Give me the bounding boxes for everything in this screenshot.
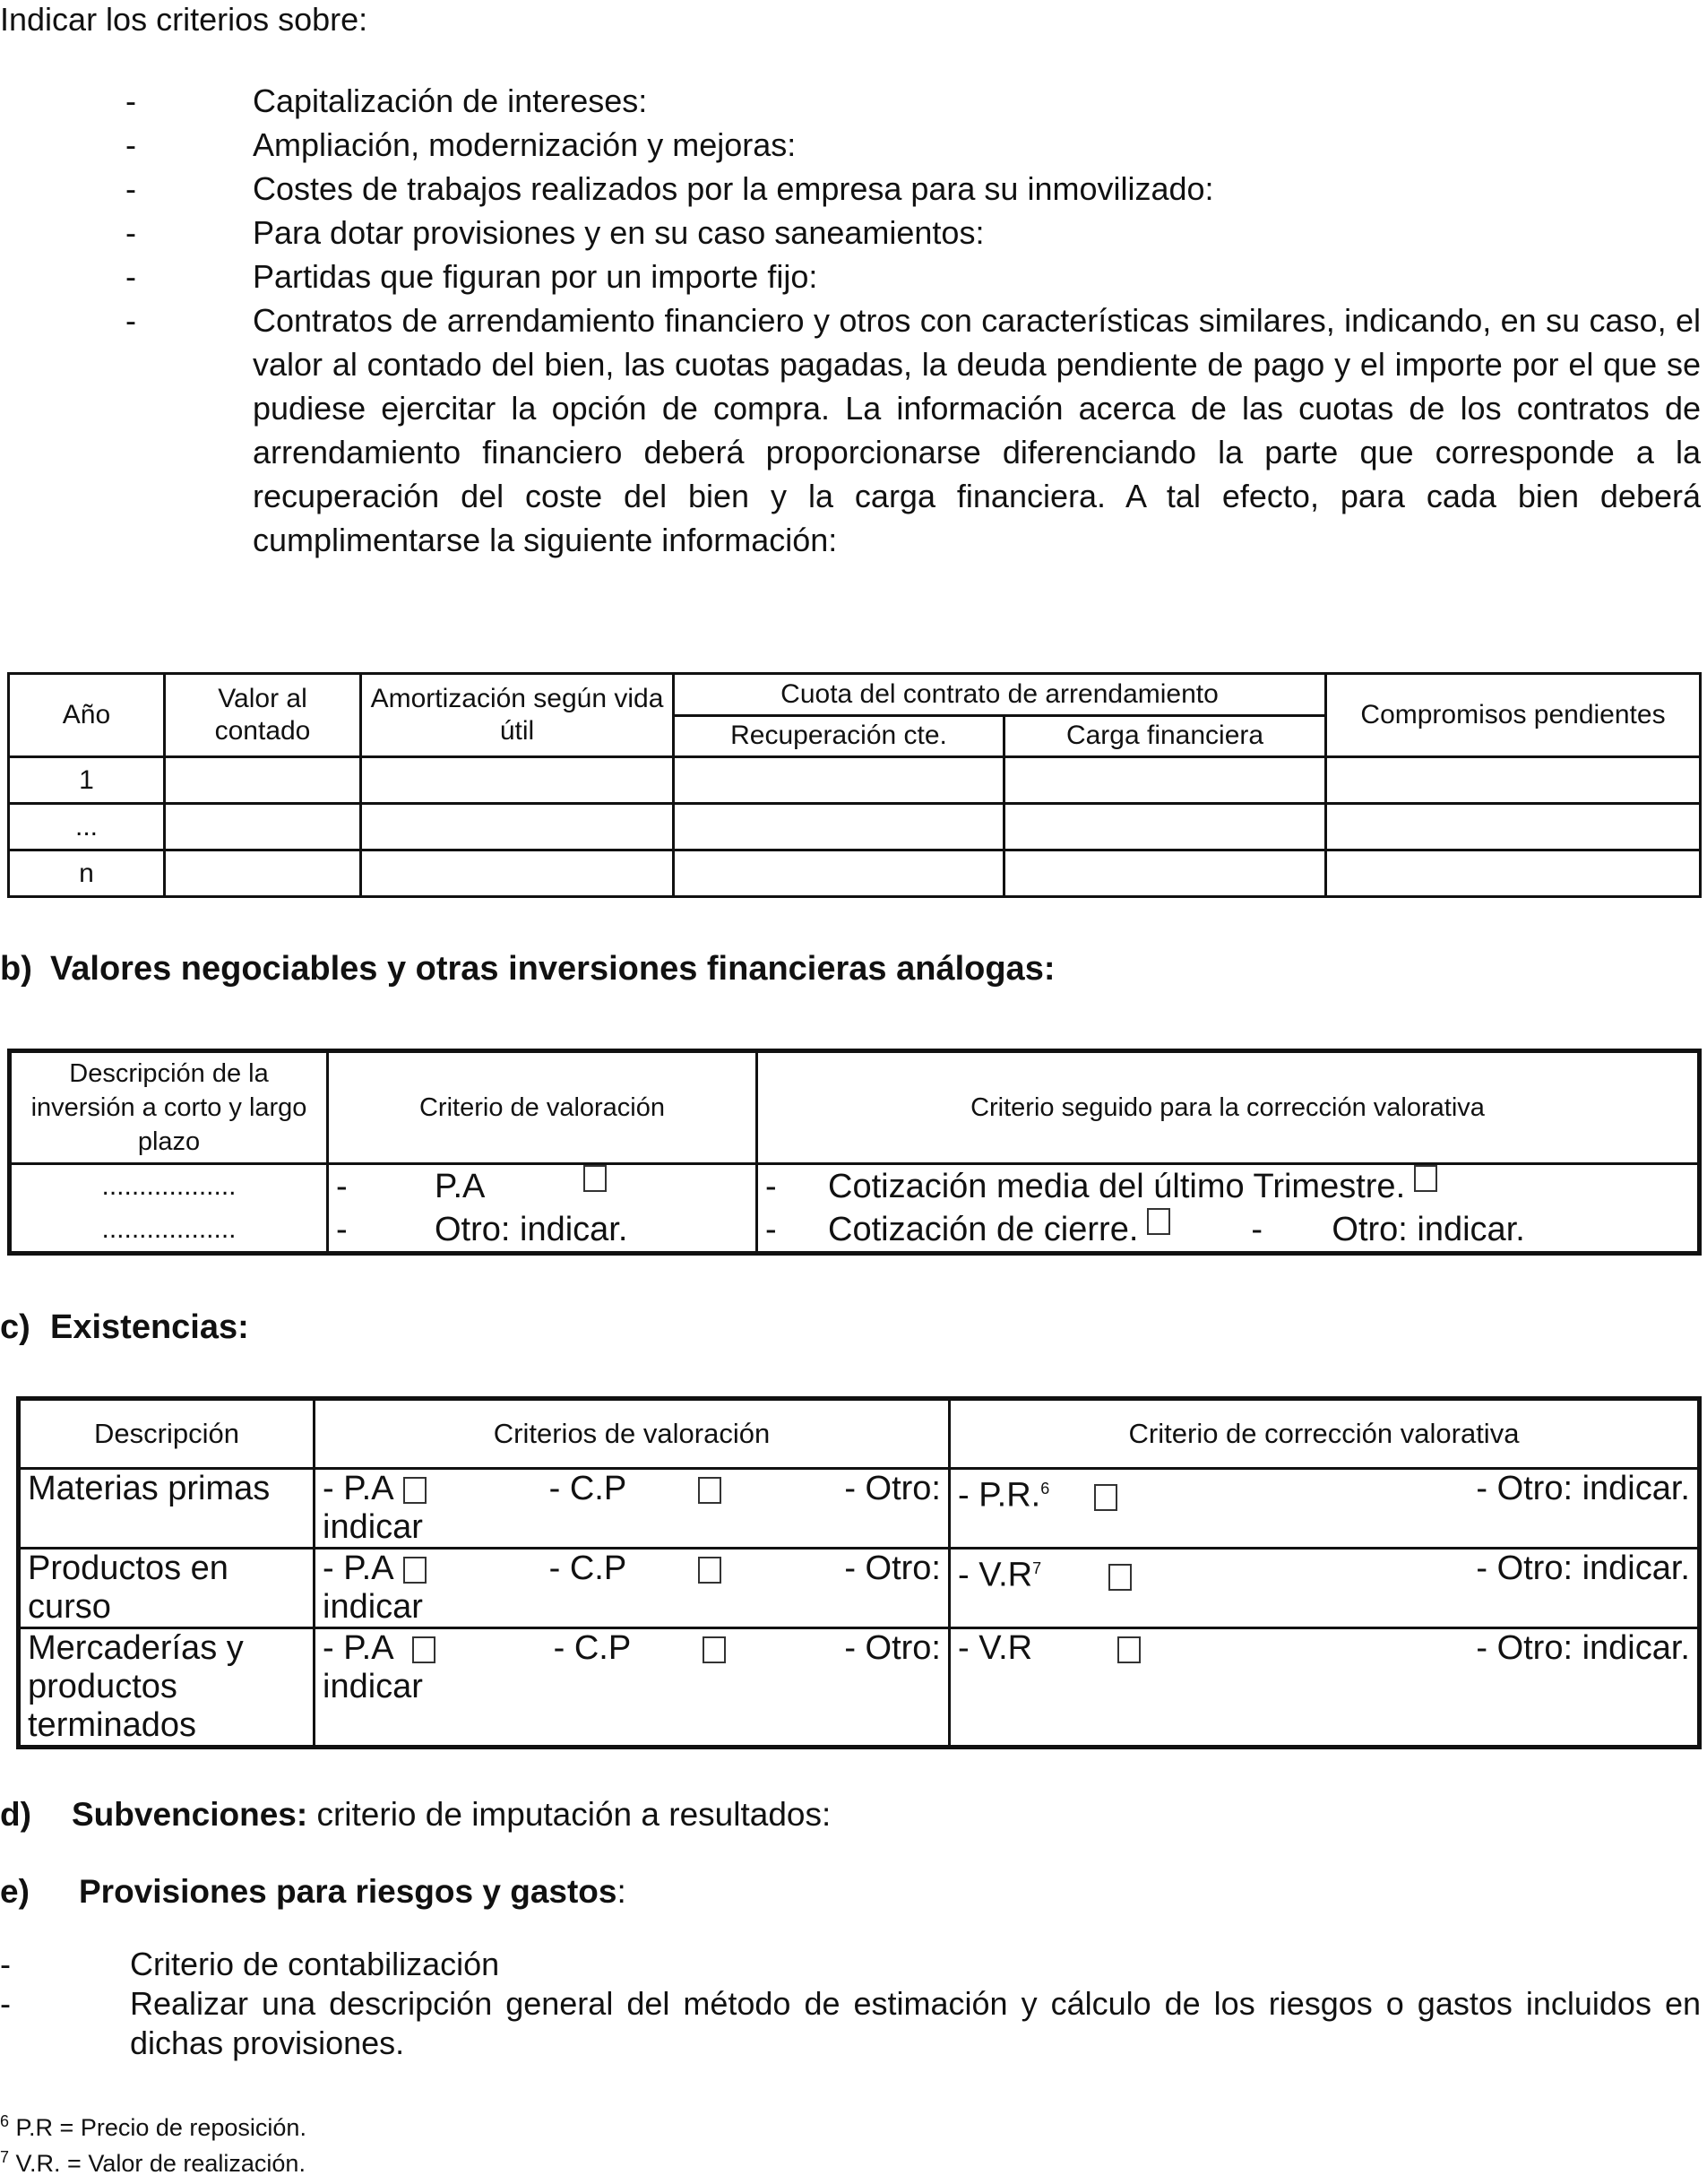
row-label: ... <box>9 804 165 850</box>
criteria-list <box>125 79 1701 562</box>
intro-text: Indicar los criterios sobre: <box>0 1 368 38</box>
section-e-heading: e) Provisiones para riesgos y gastos: <box>0 1873 626 1910</box>
checkbox-icon <box>583 1165 607 1192</box>
header-descripcion: Descripción <box>19 1399 315 1469</box>
bullet-dash: - <box>125 82 136 119</box>
section-d-heading: d) Subvenciones: criterio de imputación a resultados: <box>0 1796 832 1833</box>
header-correccion: Criterio seguido para la corrección valorativa <box>757 1051 1700 1164</box>
bullet-dash: - <box>125 126 136 163</box>
bullet-dash: - <box>125 258 136 295</box>
row-label: n <box>9 850 165 897</box>
list-item: - Criterio de contabilización <box>0 1946 500 1982</box>
footnote: $^7$ V.R. = Valor de realización. <box>0 2148 306 2177</box>
header-ano: Año <box>9 674 165 757</box>
table-row: Productos en curso - P.A - C.P - Otro: indicar - $V.R^7$ - Otro: indicar. <box>19 1549 1700 1628</box>
securities-table <box>7 1049 1702 1256</box>
header-valor: Valor al contado <box>165 674 361 757</box>
table-row <box>9 850 1701 897</box>
checkbox-icon <box>403 1557 427 1584</box>
list-item: - Partidas que figuran por un importe fijo: <box>125 255 1701 298</box>
header-descripcion: Descripción de la inversión a corto y largo plazo <box>10 1051 328 1164</box>
row-description: Productos en curso <box>19 1549 315 1628</box>
checkbox-icon <box>698 1557 721 1584</box>
list-item: - Contratos de arrendamiento financiero y otros con características similares, indicando, en su caso, el valor al contado del bien, las cuotas pagadas, la deuda pendiente de pago y el importe por el que se pudiese ejercitar la opción de compra. La información acerca de las cuotas de los contratos de arrendamiento financiero deberá proporcionarse diferenciando la parte que corresponde a la recuperación del coste del bien y la carga financiera. A tal efecto, para cada bien deberá cumplimentarse la siguiente información: <box>125 298 1701 562</box>
section-b-heading: b) Valores negociables y otras inversiones financieras análogas: <box>0 950 1056 988</box>
list-item: - Capitalización de intereses: <box>125 79 1701 123</box>
header-criterios: Criterios de valoración <box>315 1399 950 1469</box>
bullet-dash: - <box>125 170 136 207</box>
checkbox-icon <box>698 1477 721 1504</box>
footnote: $^6$ P.R = Precio de reposición. <box>0 2112 306 2141</box>
header-carga: Carga financiera <box>1004 715 1326 757</box>
table-row <box>9 804 1701 850</box>
list-item: - Ampliación, modernización y mejoras: <box>125 123 1701 167</box>
checkbox-icon <box>1414 1165 1437 1192</box>
table-row: .................. .................. - P.A - Otro: indicar. - Cotización media del último Trimestre. - Cotización de cierre. - Otro: indicar. <box>10 1164 1700 1254</box>
checkbox-icon <box>1094 1484 1117 1511</box>
checkbox-icon <box>403 1477 427 1504</box>
leasing-table <box>7 672 1702 898</box>
bullet-dash: - <box>125 302 136 339</box>
table-row: Mercaderías y productos terminados - P.A - C.P - Otro: indicar - V.R - Otro: indicar. <box>19 1628 1700 1748</box>
header-amortizacion: Amortización según vida útil <box>361 674 674 757</box>
table-row <box>9 757 1701 804</box>
bullet-dash: - <box>125 214 136 251</box>
header-criterio-valoracion: Criterio de valoración <box>328 1051 757 1164</box>
table-row: Materias primas - P.A - C.P - Otro: indicar - P.R.$^6$ - Otro: indicar. <box>19 1469 1700 1549</box>
list-item: - Para dotar provisiones y en su caso saneamientos: <box>125 211 1701 255</box>
inventory-table <box>16 1396 1702 1749</box>
checkbox-icon <box>1147 1208 1170 1235</box>
checkbox-icon <box>1117 1636 1141 1663</box>
checkbox-icon <box>703 1636 726 1663</box>
list-item: - Realizar una descripción general del método de estimación y cálculo de los riesgos o gastos incluidos en dichas provisiones. <box>0 1985 1701 2061</box>
row-description: Materias primas <box>19 1469 315 1549</box>
checkbox-icon <box>1108 1564 1132 1591</box>
header-cuota: Cuota del contrato de arrendamiento <box>674 674 1326 716</box>
header-correccion: Criterio de corrección valorativa <box>950 1399 1700 1469</box>
section-c-heading: c) Existencias: <box>0 1308 249 1346</box>
header-compromisos: Compromisos pendientes <box>1326 674 1701 757</box>
checkbox-icon <box>412 1636 435 1663</box>
provisions-list <box>0 1945 1701 2063</box>
row-description: Mercaderías y productos terminados <box>19 1628 315 1748</box>
header-recuperacion: Recuperación cte. <box>674 715 1004 757</box>
list-item: - Costes de trabajos realizados por la empresa para su inmovilizado: <box>125 167 1701 211</box>
row-label: 1 <box>9 757 165 804</box>
